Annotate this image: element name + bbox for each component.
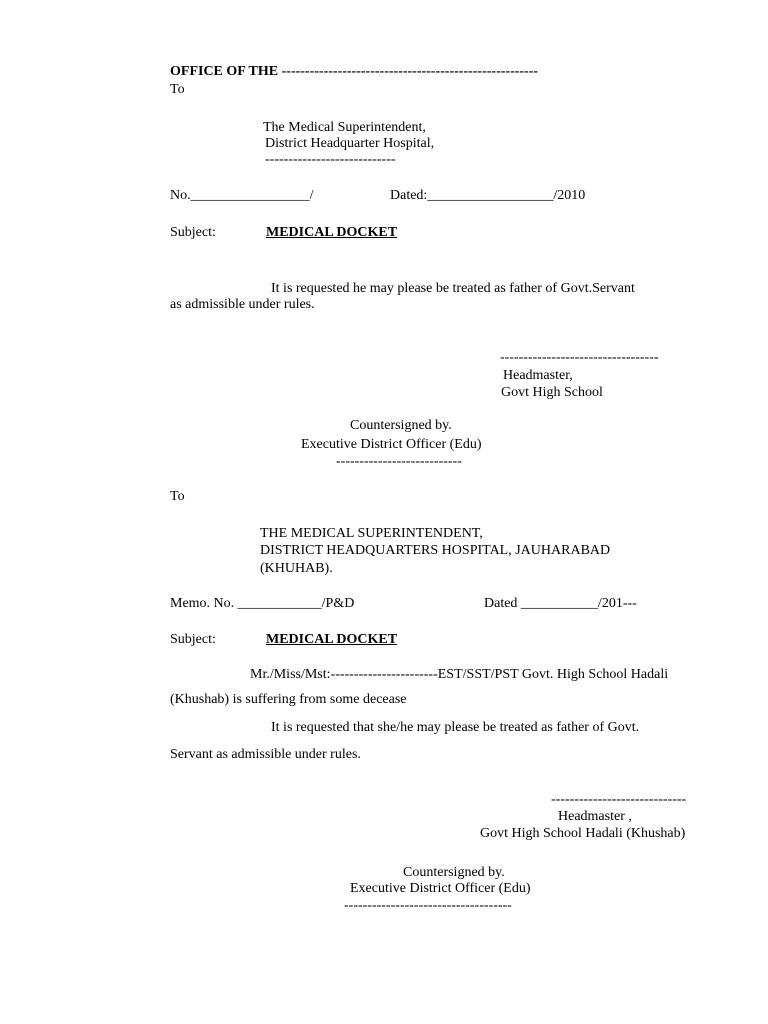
countersigned-officer-2: Executive District Officer (Edu) [350,881,531,896]
countersigned-label-2: Countersigned by. [403,865,505,880]
memo-number: Memo. No. ____________/P&D [170,596,355,611]
subject-title-2: MEDICAL DOCKET [266,632,398,647]
dated-field: Dated:__________________/2010 [390,188,586,203]
body-line-2: as admissible under rules. [170,297,315,312]
countersigned-officer: Executive District Officer (Edu) [301,437,482,452]
to-label: To [170,82,185,97]
signatory-title-2: Headmaster , [558,809,632,824]
body-line-1: It is requested he may please be treated as father of Govt.Servant [271,281,635,296]
addressee-line-2: District Headquarter Hospital, [265,136,435,151]
to-label-2: To [170,489,185,504]
signatory-school: Govt High School [501,385,603,400]
addressee2-line-3: (KHUHAB). [260,561,333,576]
subject-label: Subject: [170,225,216,240]
addressee-line-1: The Medical Superintendent, [263,120,426,135]
reference-number: No._________________/ [170,188,314,203]
body2-line-3: It is requested that she/he may please be treated as father of Govt. [271,720,640,735]
body2-line-1: Mr./Miss/Mst:-----------------------EST/SST/PST Govt. High School Hadali [250,667,669,682]
subject-title: MEDICAL DOCKET [266,225,398,240]
addressee-line-3: ---------------------------- [265,152,396,167]
body2-line-4: Servant as admissible under rules. [170,747,361,762]
addressee2-line-1: THE MEDICAL SUPERINTENDENT, [260,526,483,541]
subject-label-2: Subject: [170,632,216,647]
countersigned-label: Countersigned by. [350,418,452,433]
signatory-school-2: Govt High School Hadali (Khushab) [480,826,686,841]
dated-field-2: Dated ___________/201--- [484,596,637,611]
body2-line-2: (Khushab) is suffering from some decease [170,692,407,707]
countersigned-line: --------------------------- [336,454,462,469]
office-line: OFFICE OF THE ------------------------------------------------------- [170,64,539,79]
signature-line-2: ----------------------------- [551,792,687,807]
addressee2-line-2: DISTRICT HEADQUARTERS HOSPITAL, JAUHARABAD [260,543,611,558]
signature-line: ---------------------------------- [500,350,659,365]
signatory-title: Headmaster, [503,368,573,383]
countersigned-line-2: ------------------------------------ [344,898,512,913]
